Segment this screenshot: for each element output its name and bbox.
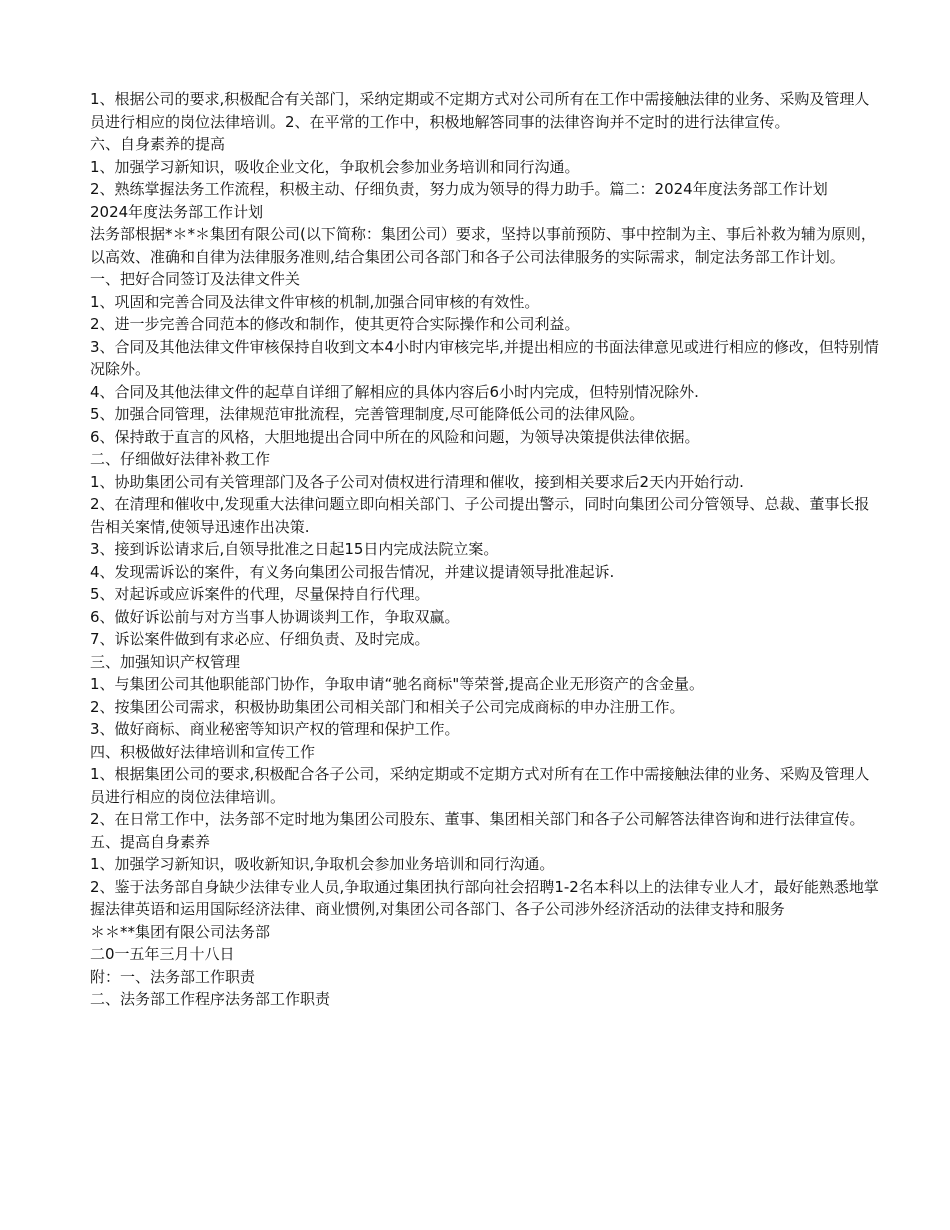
paragraph-training-intro: 1、根据公司的要求,积极配合有关部门，采纳定期或不定期方式对公司所有在工作中需接触法律的业务、采购及管理人员进行相应的岗位法律培训。2、在平常的工作中，积极地解答同事的法律咨询并不定时的进行法律宣传。: [90, 90, 870, 131]
paragraph: 5、对起诉或应诉案件的代理，尽量保持自行代理。: [90, 585, 430, 603]
paragraph: 1、协助集团公司有关管理部门及各子公司对债权进行清理和催收，接到相关要求后2天内开始行动.: [90, 472, 744, 491]
paragraph: 6、保持敢于直言的风格，大胆地提出合同中所在的风险和问题，为领导决策提供法律依据。: [90, 427, 700, 446]
paragraph: 3、做好商标、商业秘密等知识产权的管理和保护工作。: [90, 720, 460, 738]
paragraph: 7、诉讼案件做到有求必应、仔细负责、及时完成。: [90, 630, 430, 648]
paragraph: 1、加强学习新知识，吸收企业文化，争取机会参加业务培训和同行沟通。: [90, 157, 580, 176]
appendix-line: 附：一、法务部工作职责: [90, 967, 256, 986]
paragraph-intro: 法务部根据*＊*＊集团有限公司(以下简称：集团公司）要求，坚持以事前预防、事中控制为主、事后补救为辅为原则，以高效、准确和自律为法律服务准则,结合集团公司各部门和各子公司法律服务的实际需求，制定法务部工作计划。: [90, 225, 876, 266]
paragraph: 2、鉴于法务部自身缺少法律专业人员,争取通过集团执行部向社会招聘1-2名本科以上的法律专业人才，最好能熟悉地掌握法律英语和运用国际经济法律、商业惯例,对集团公司各部门、各子公司涉外经济活动的法律支持和服务: [90, 877, 879, 918]
section-heading-ip: 三、加强知识产权管理: [90, 652, 241, 671]
paragraph: 2、进一步完善合同范本的修改和制作，使其更符合实际操作和公司利益。: [90, 315, 580, 333]
section-heading-training: 四、积极做好法律培训和宣传工作: [90, 742, 316, 761]
paragraph: 2、按集团公司需求，积极协助集团公司相关部门和相关子公司完成商标的申办注册工作。: [90, 697, 685, 716]
paragraph: 2、熟练掌握法务工作流程，积极主动、仔细负责，努力成为领导的得力助手。篇二：2024年度法务部工作计划: [90, 180, 828, 198]
paragraph: 4、发现需诉讼的案件，有义务向集团公司报告情况，并建议提请领导批准起诉.: [90, 562, 615, 581]
signature-date: 二0一五年三月十八日: [90, 945, 235, 963]
heading-self-improvement: 六、自身素养的提高: [90, 135, 226, 153]
paragraph: 3、接到诉讼请求后,自领导批准之日起15日内完成法院立案。: [90, 540, 499, 558]
signature-org: ＊＊**集团有限公司法务部: [90, 922, 271, 941]
paragraph: 3、合同及其他法律文件审核保持自收到文本4小时内审核完毕,并提出相应的书面法律意见或进行相应的修改，但特别情况除外。: [90, 337, 879, 378]
document-title: 2024年度法务部工作计划: [90, 202, 264, 221]
paragraph: 2、在清理和催收中,发现重大法律问题立即向相关部门、子公司提出警示，同时向集团公司分管领导、总裁、董事长报告相关案情,使领导迅速作出决策.: [90, 495, 870, 536]
paragraph: 1、巩固和完善合同及法律文件审核的机制,加强合同审核的有效性。: [90, 292, 540, 311]
paragraph: 2、在日常工作中，法务部不定时地为集团公司股东、董事、集团相关部门和各子公司解答法律咨询和进行法律宣传。: [90, 810, 865, 828]
paragraph: 5、加强合同管理，法律规范审批流程，完善管理制度,尽可能降低公司的法律风险。: [90, 405, 645, 423]
document-body: [90, 88, 880, 1011]
appendix-line: 二、法务部工作程序法务部工作职责: [90, 990, 331, 1008]
paragraph: 1、加强学习新知识，吸收新知识,争取机会参加业务培训和同行沟通。: [90, 855, 555, 873]
paragraph: 1、根据集团公司的要求,积极配合各子公司，采纳定期或不定期方式对所有在工作中需接触法律的业务、采购及管理人员进行相应的岗位法律培训。: [90, 765, 870, 806]
paragraph: 6、做好诉讼前与对方当事人协调谈判工作，争取双赢。: [90, 607, 460, 626]
paragraph: 1、与集团公司其他职能部门协作，争取申请“驰名商标"等荣誉,提高企业无形资产的含金量。: [90, 675, 704, 693]
paragraph: 4、合同及其他法律文件的起草自详细了解相应的具体内容后6小时内完成，但特别情况除外.: [90, 382, 699, 401]
section-heading-remedy: 二、仔细做好法律补救工作: [90, 450, 271, 468]
section-heading-self: 五、提高自身素养: [90, 832, 211, 851]
section-heading-contracts: 一、把好合同签订及法律文件关: [90, 270, 301, 288]
